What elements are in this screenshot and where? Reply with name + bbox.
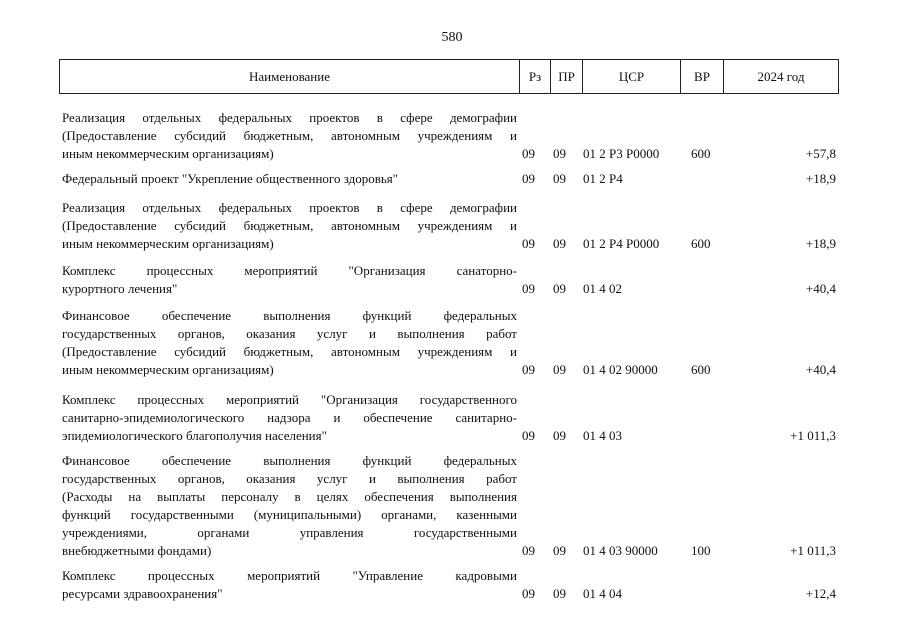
- header-name: Наименование: [60, 60, 520, 93]
- header-year: 2024 год: [757, 69, 805, 84]
- header-vr: ВР: [681, 60, 724, 93]
- row-pr: 09: [553, 236, 566, 251]
- row-name: [62, 262, 517, 298]
- row-csr: 01 2 Р4: [583, 171, 623, 186]
- row-rz: 09: [522, 428, 535, 443]
- row-name-line: учреждениями, органами управления государственными: [62, 525, 517, 540]
- row-vr: 100: [691, 543, 711, 558]
- row-name: [62, 391, 517, 445]
- row-name-line: Комплекс процессных мероприятий "Управление кадровыми: [62, 568, 517, 583]
- row-name-line: Комплекс процессных мероприятий "Организация санаторно-: [62, 263, 517, 278]
- row-name: [62, 199, 517, 253]
- row-name: [62, 567, 517, 603]
- row-csr: 01 4 02: [583, 281, 622, 296]
- header-pr: ПР: [551, 60, 583, 93]
- row-name-line: Комплекс процессных мероприятий "Организация государственного: [62, 392, 517, 407]
- row-name-line: государственных органов, оказания услуг и выполнения работ: [62, 471, 517, 486]
- row-vr: 600: [691, 362, 711, 377]
- row-vr: 600: [691, 236, 711, 251]
- row-csr: 01 4 03: [583, 428, 622, 443]
- row-amount: +12,4: [805, 586, 836, 601]
- row-name-line: Реализация отдельных федеральных проектов в сфере демографии: [62, 110, 517, 125]
- row-amount: +57,8: [805, 146, 836, 161]
- row-name-line: внебюджетными фондами): [62, 543, 212, 558]
- row-pr: 09: [553, 362, 566, 377]
- row-name-line: Финансовое обеспечение выполнения функций федеральных: [62, 308, 517, 323]
- row-amount: +18,9: [805, 171, 836, 186]
- row-name: [62, 170, 517, 188]
- table-header: [59, 59, 839, 94]
- row-rz: 09: [522, 236, 535, 251]
- row-pr: 09: [553, 428, 566, 443]
- row-pr: 09: [553, 543, 566, 558]
- row-name-line: функций государственными (муниципальными) органами, казенными: [62, 507, 517, 522]
- row-rz: 09: [522, 146, 535, 161]
- row-amount: +40,4: [805, 281, 836, 296]
- row-pr: 09: [553, 146, 566, 161]
- row-name: [62, 109, 517, 163]
- row-name-line: санитарно-эпидемиологического надзора и обеспечение санитарно-: [62, 410, 517, 425]
- row-name-line: (Предоставление субсидий бюджетным, автономным учреждениям и: [62, 128, 517, 143]
- row-name-line: (Предоставление субсидий бюджетным, автономным учреждениям и: [62, 344, 517, 359]
- row-name-line: иным некоммерческим организациям): [62, 236, 274, 251]
- row-csr: 01 2 Р3 Р0000: [583, 146, 660, 161]
- row-name-line: Реализация отдельных федеральных проектов в сфере демографии: [62, 200, 517, 215]
- row-csr: 01 4 03 90000: [583, 543, 658, 558]
- row-amount: +40,4: [805, 362, 836, 377]
- row-rz: 09: [522, 586, 535, 601]
- row-name: [62, 452, 517, 560]
- row-csr: 01 4 02 90000: [583, 362, 658, 377]
- row-csr: 01 4 04: [583, 586, 622, 601]
- row-name-line: эпидемиологического благополучия населения": [62, 428, 327, 443]
- row-csr: 01 2 Р4 Р0000: [583, 236, 660, 251]
- row-vr: 600: [691, 146, 711, 161]
- row-name-line: государственных органов, оказания услуг и выполнения работ: [62, 326, 517, 341]
- row-amount: +1 011,3: [790, 543, 836, 558]
- row-rz: 09: [522, 362, 535, 377]
- row-amount: +1 011,3: [790, 428, 836, 443]
- row-rz: 09: [522, 543, 535, 558]
- row-pr: 09: [553, 586, 566, 601]
- page-number: 580: [441, 30, 463, 45]
- row-name-line: Федеральный проект "Укрепление общественного здоровья": [62, 171, 399, 186]
- header-csr: ЦСР: [583, 60, 681, 93]
- row-name-line: иным некоммерческим организациям): [62, 362, 274, 377]
- row-name-line: (Предоставление субсидий бюджетным, автономным учреждениям и: [62, 218, 517, 233]
- row-name-line: (Расходы на выплаты персоналу в целях обеспечения выполнения: [62, 489, 517, 504]
- row-pr: 09: [553, 281, 566, 296]
- row-pr: 09: [553, 171, 566, 186]
- row-name-line: курортного лечения": [62, 281, 178, 296]
- row-name-line: иным некоммерческим организациям): [62, 146, 274, 161]
- row-name-line: ресурсами здравоохранения": [62, 586, 223, 601]
- header-rz: Рз: [520, 60, 551, 93]
- row-amount: +18,9: [805, 236, 836, 251]
- row-rz: 09: [522, 171, 535, 186]
- row-rz: 09: [522, 281, 535, 296]
- row-name: [62, 307, 517, 379]
- row-name-line: Финансовое обеспечение выполнения функций федеральных: [62, 453, 517, 468]
